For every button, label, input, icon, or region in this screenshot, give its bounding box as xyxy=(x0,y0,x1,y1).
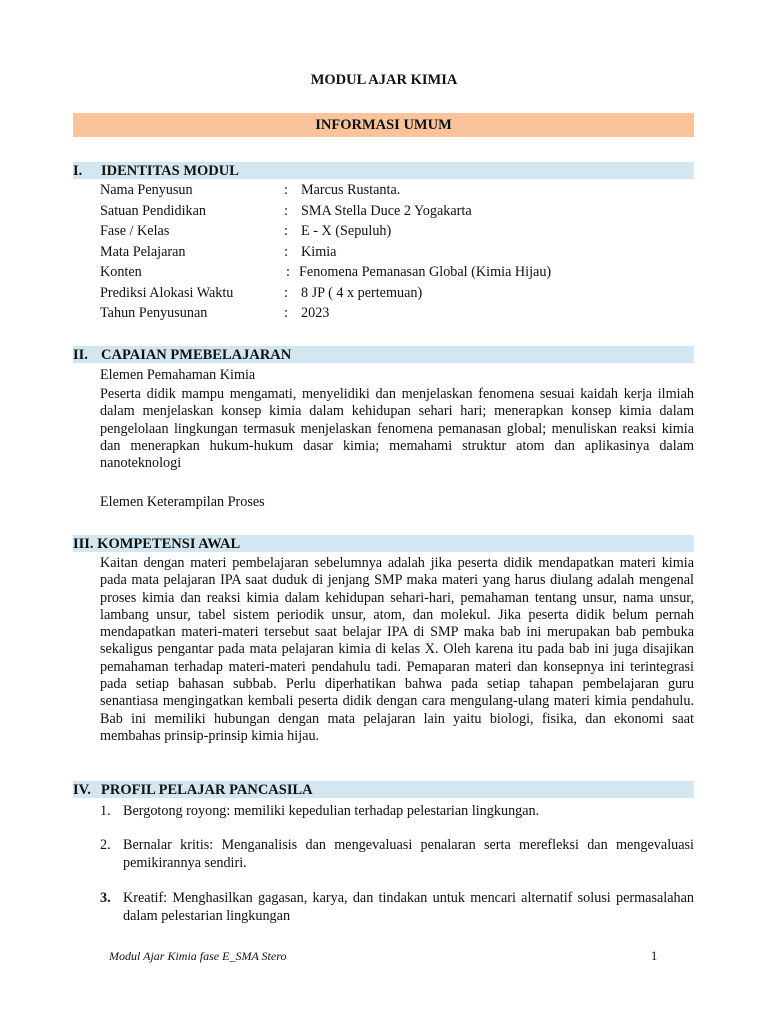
row-key: Fase / Kelas xyxy=(100,223,170,239)
list-text: Kreatif: Menghasilkan gagasan, karya, dan tindakan untuk mencari alternatif solusi permasalahan dalam pelestarian lingkungan xyxy=(123,890,694,924)
element-pemahaman-label: Elemen Pemahaman Kimia xyxy=(100,367,256,383)
row-sep: : xyxy=(284,284,288,301)
row-value: Kimia xyxy=(301,243,337,260)
row-sep: : xyxy=(284,202,288,219)
capaian-paragraph: Peserta didik mampu mengamati, menyelidiki dan menjelaskan fenomena sesuai kaidah kerja ilmiah dalam menjelaskan konsep kimia dalam kehidupan sehari hari; menerapkan konsep kimia dalam pengelolaan lingkungan termasuk menjelaskan fenomena pemanasan global; menuliskan reaksi kimia dan menerapkan hukum-hukum dasar kimia; memahami struktur atom dan aplikasinya dalam nanoteknologi xyxy=(100,386,694,472)
section-header-profil xyxy=(73,781,694,798)
section-heading: III. KOMPETENSI AWAL xyxy=(73,536,241,552)
section-header-capaian xyxy=(73,346,694,363)
section-header-kompetensi xyxy=(73,535,694,552)
row-key: Tahun Penyusunan xyxy=(100,305,208,321)
footer-title: Modul Ajar Kimia fase E_SMA Stero xyxy=(109,949,287,963)
section-number: I. xyxy=(73,163,83,179)
row-value: E - X (Sepuluh) xyxy=(301,223,392,239)
row-value: 8 JP ( 4 x pertemuan) xyxy=(301,284,423,301)
section-heading: CAPAIAN PMEBELAJARAN xyxy=(101,347,292,363)
document-title: MODUL AJAR KIMIA xyxy=(310,72,458,88)
row-key: Konten xyxy=(100,264,142,280)
list-text: Bergotong royong: memiliki kepedulian terhadap pelestarian lingkungan. xyxy=(123,803,540,819)
row-sep: : xyxy=(286,264,290,280)
row-value: SMA Stella Duce 2 Yogakarta xyxy=(301,202,472,219)
row-sep: : xyxy=(284,305,288,321)
row-key: Nama Penyusun xyxy=(100,182,193,198)
section-heading: IDENTITAS MODUL xyxy=(101,163,239,179)
info-banner: INFORMASI UMUM xyxy=(73,113,694,137)
row-value: Fenomena Pemanasan Global (Kimia Hijau) xyxy=(299,264,552,280)
row-sep: : xyxy=(284,223,288,239)
row-key: Prediksi Alokasi Waktu xyxy=(100,284,234,301)
list-number: 2. xyxy=(100,837,111,853)
element-keterampilan-label: Elemen Keterampilan Proses xyxy=(100,494,265,510)
kompetensi-paragraph: Kaitan dengan materi pembelajaran sebelumnya adalah jika peserta didik mendapatkan materi kimia pada mata pelajaran IPA saat duduk di jenjang SMP maka materi yang harus diulang adalah mengenal proses kimia dan reaksi kimia dalam kehidupan sehari-hari, pemahaman tentang unsur, nama unsur, lambang unsur, tabel sistem periodik unsur, atom, dan molekul. Jika peserta didik belum pernah mendapatkan materi-materi tersebut saat belajar IPA di SMP maka bab ini merupakan bab pembuka sekaligus pengantar pada mata pelajaran kimia di kelas X. Oleh karena itu pada bab ini juga disajikan pemahaman terhadap materi-materi pendahulu tadi. Pemaparan materi dan konsepnya ini terintegrasi pada setiap bahasan subbab. Perlu diperhatikan bahwa pada setiap tahapan pembelajaran guru senantiasa mengingatkan kembali peserta didik dengan cara mengulang-ulang materi kimia pendahulu. Bab ini memiliki hubungan dengan mata pelajaran lain yaitu biologi, fisika, dan ekonomi saat membahas prinsip-prinsip kimia hijau. xyxy=(100,555,694,744)
section-header-identitas xyxy=(73,162,694,179)
row-value: 2023 xyxy=(301,305,330,321)
row-value: Marcus Rustanta. xyxy=(301,182,401,198)
row-key: Satuan Pendidikan xyxy=(100,202,206,219)
section-heading: PROFIL PELAJAR PANCASILA xyxy=(101,782,313,798)
list-text: Bernalar kritis: Menganalisis dan mengevaluasi penalaran serta merefleksi dan mengevaluasi pemikirannya sendiri. xyxy=(123,837,694,871)
row-key: Mata Pelajaran xyxy=(100,243,186,260)
page-number: 1 xyxy=(651,949,658,963)
list-number: 3. xyxy=(100,890,111,906)
list-number: 1. xyxy=(100,803,111,819)
section-number: IV. xyxy=(73,782,91,798)
section-number: II. xyxy=(73,347,88,363)
row-sep: : xyxy=(284,182,288,198)
row-sep: : xyxy=(284,243,288,260)
